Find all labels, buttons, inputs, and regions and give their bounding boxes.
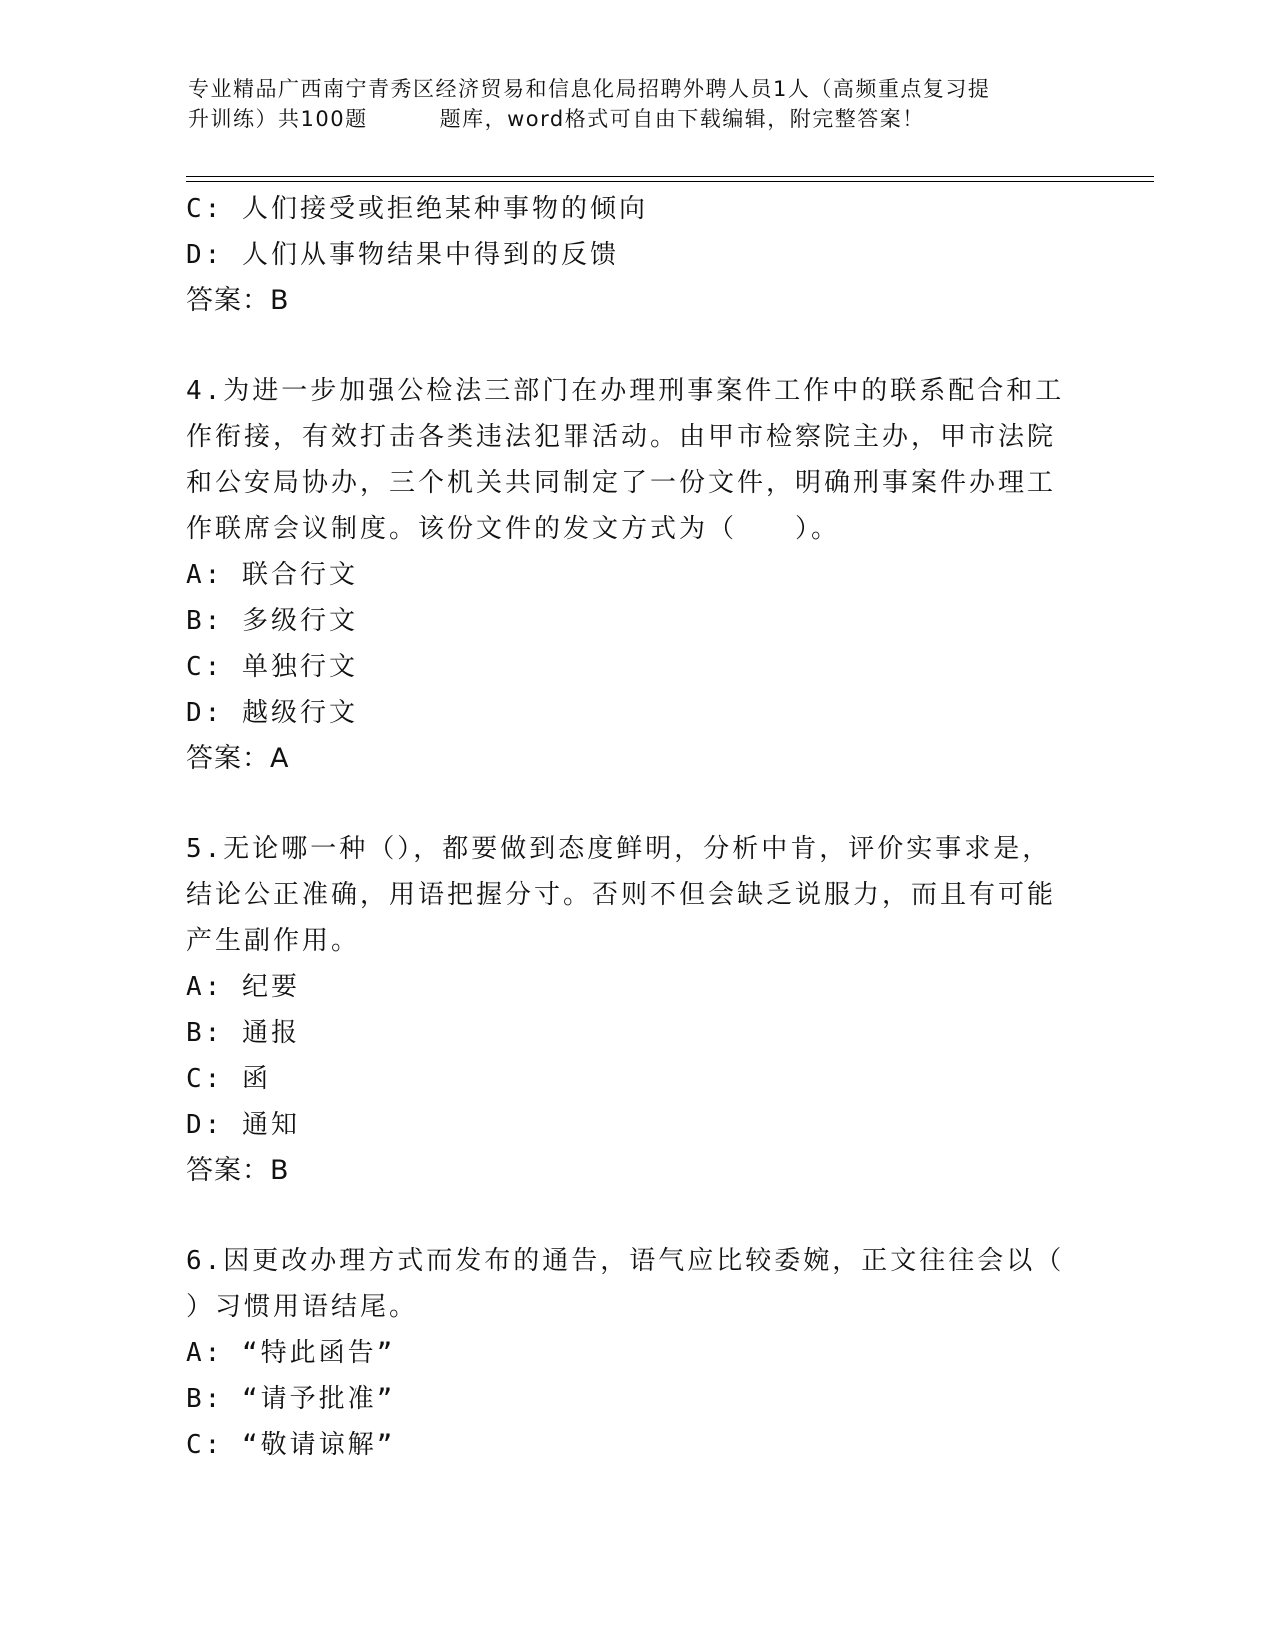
- header-title-part2: 题库，word格式可自由下载编辑，附完整答案！: [439, 107, 925, 131]
- document-header: [188, 74, 1088, 134]
- option-d: D: 越级行文: [186, 698, 358, 728]
- answer-line: 答案：A: [186, 743, 290, 774]
- option-d: D: 人们从事物结果中得到的反馈: [186, 240, 619, 270]
- option-b: B: 通报: [186, 1018, 300, 1048]
- header-divider-top: [186, 176, 1154, 177]
- header-title-line2: [188, 104, 1088, 134]
- question-6: [186, 1238, 1066, 1468]
- question-list: [186, 186, 1066, 1468]
- option-a: A: 联合行文: [186, 560, 358, 590]
- header-title-part1: 升训练）共100题: [188, 107, 368, 131]
- question-stem: 5.无论哪一种（），都要做到态度鲜明，分析中肯，评价实事求是， 结论公正准确，用语把握分寸。否则不但会缺乏说服力，而且有可能 产生副作用。: [186, 834, 1057, 956]
- option-a: A: “特此函告”: [186, 1338, 396, 1368]
- option-d: D: 通知: [186, 1110, 300, 1140]
- question-4: [186, 368, 1066, 782]
- question-5: [186, 826, 1066, 1194]
- option-c: C: “敬请谅解”: [186, 1430, 396, 1460]
- option-c: C: 函: [186, 1064, 271, 1094]
- question-stem: 4.为进一步加强公检法三部门在办理刑事案件工作中的联系配合和工 作衔接，有效打击各类违法犯罪活动。由甲市检察院主办，甲市法院 和公安局协办，三个机关共同制定了一份文件，明确刑事案件办理工 作联席会议制度。该份文件的发文方式为（ ）。: [186, 376, 1065, 544]
- option-b: B: “请予批准”: [186, 1384, 396, 1414]
- answer-line: 答案：B: [186, 1155, 290, 1186]
- question-stem: 6.因更改办理方式而发布的通告，语气应比较委婉，正文往往会以（ ）习惯用语结尾。: [186, 1246, 1065, 1322]
- option-c: C: 人们接受或拒绝某种事物的倾向: [186, 194, 648, 224]
- option-c: C: 单独行文: [186, 652, 358, 682]
- answer-line: 答案：B: [186, 285, 290, 316]
- option-a: A: 纪要: [186, 972, 300, 1002]
- header-divider-bottom: [186, 181, 1154, 182]
- option-b: B: 多级行文: [186, 606, 358, 636]
- question-3-tail: [186, 186, 1066, 324]
- header-title-line1: 专业精品广西南宁青秀区经济贸易和信息化局招聘外聘人员1人（高频重点复习提: [188, 77, 991, 101]
